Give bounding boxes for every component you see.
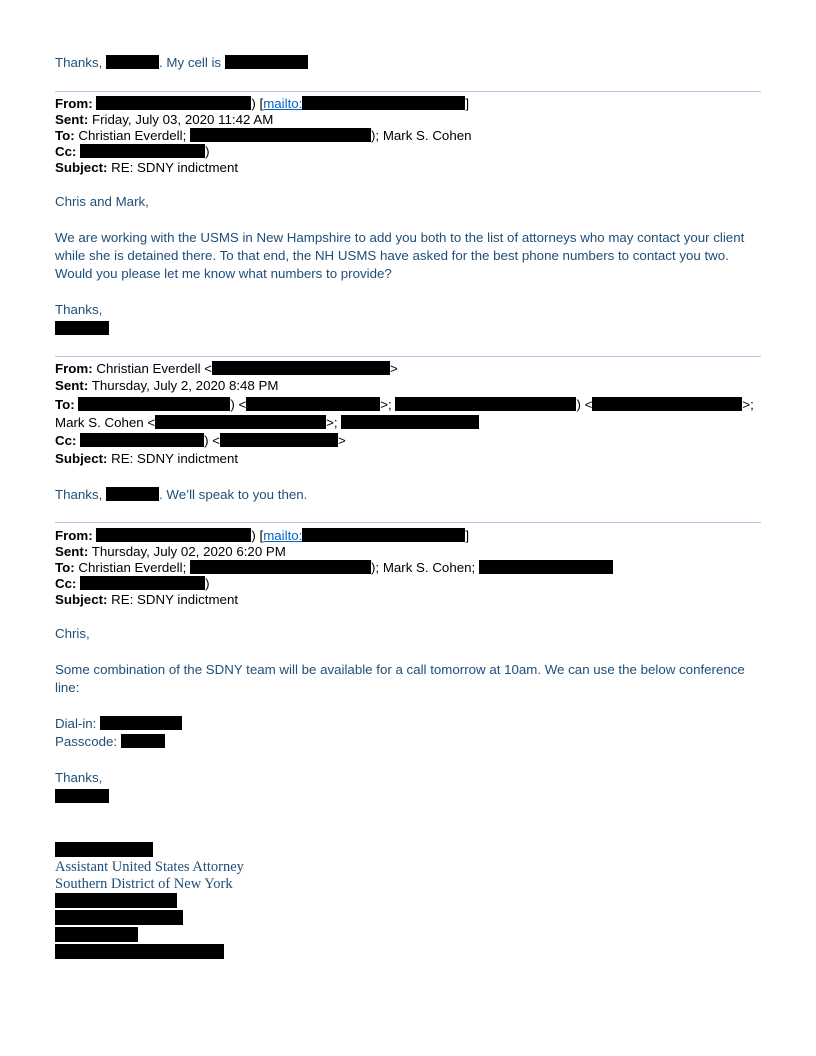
sent-label: Sent:	[55, 544, 89, 559]
redaction	[106, 55, 159, 69]
from-label: From:	[55, 96, 93, 111]
redaction	[55, 927, 138, 942]
from-label: From:	[55, 361, 93, 376]
cc-value: )	[205, 144, 210, 159]
email3-to	[55, 560, 613, 576]
body-text: . We’ll speak to you then.	[159, 487, 308, 502]
redaction	[302, 528, 465, 542]
to-value: Mark S. Cohen <	[55, 415, 156, 430]
redaction	[96, 528, 251, 542]
to-value: Christian Everdell;	[78, 128, 187, 143]
redaction	[106, 487, 159, 501]
to-value: ); Mark S. Cohen;	[371, 560, 476, 575]
sent-value: Thursday, July 02, 2020 6:20 PM	[91, 544, 286, 559]
subject-value: RE: SDNY indictment	[111, 160, 239, 175]
signature-title: Assistant United States Attorney	[55, 859, 244, 875]
passcode-label: Passcode:	[55, 734, 118, 749]
redaction	[246, 397, 380, 411]
divider	[55, 522, 761, 523]
from-paren: ) [	[251, 528, 264, 543]
email2-from	[55, 361, 398, 377]
redaction	[55, 321, 109, 335]
from-paren: ) [	[251, 96, 264, 111]
to-value: ); Mark S. Cohen	[371, 128, 472, 143]
email1-signoff: Thanks,	[55, 302, 103, 317]
redaction	[155, 415, 326, 429]
divider	[55, 356, 761, 357]
email1-subject	[55, 160, 238, 176]
to-value: ) <	[230, 397, 247, 412]
cc-label: Cc:	[55, 576, 77, 591]
redaction	[212, 361, 390, 375]
redaction	[96, 96, 251, 110]
from-value: >	[390, 361, 398, 376]
email2-sent	[55, 378, 278, 394]
to-value: Christian Everdell;	[78, 560, 187, 575]
email2-to	[55, 397, 754, 413]
subject-value: RE: SDNY indictment	[111, 592, 239, 607]
redaction	[121, 734, 165, 748]
email3-greeting: Chris,	[55, 626, 90, 641]
email2-body	[55, 487, 307, 503]
email3-body-line: line:	[55, 680, 80, 695]
email3-subject	[55, 592, 238, 608]
redaction	[78, 397, 230, 411]
redaction	[302, 96, 465, 110]
to-label: To:	[55, 128, 75, 143]
email1-sent	[55, 112, 273, 128]
cc-label: Cc:	[55, 433, 77, 448]
email2-cc	[55, 433, 346, 449]
sent-value: Friday, July 03, 2020 11:42 AM	[91, 112, 274, 127]
redaction	[80, 576, 205, 590]
cc-label: Cc:	[55, 144, 77, 159]
redaction	[55, 944, 224, 959]
reply-top	[55, 55, 308, 71]
email3-body-line: Some combination of the SDNY team will be available for a call tomorrow at 10am. We can use the below conference	[55, 662, 745, 677]
subject-label: Subject:	[55, 451, 108, 466]
email3-from	[55, 528, 469, 544]
dialin-line	[55, 716, 182, 732]
redaction	[479, 560, 613, 574]
redaction	[592, 397, 742, 411]
cell-text: . My cell is	[159, 55, 222, 70]
redaction	[55, 842, 153, 857]
email1-cc	[55, 144, 210, 160]
email3-signoff: Thanks,	[55, 770, 103, 785]
email1-greeting: Chris and Mark,	[55, 194, 149, 209]
redaction	[190, 128, 371, 142]
sent-value: Thursday, July 2, 2020 8:48 PM	[91, 378, 279, 393]
redaction	[220, 433, 338, 447]
mailto-link[interactable]: mailto:	[263, 96, 303, 111]
redaction	[190, 560, 371, 574]
subject-value: RE: SDNY indictment	[111, 451, 239, 466]
subject-label: Subject:	[55, 160, 108, 175]
sent-label: Sent:	[55, 378, 89, 393]
divider	[55, 91, 761, 92]
redaction	[55, 910, 183, 925]
redaction	[395, 397, 576, 411]
email3-sent	[55, 544, 286, 560]
from-label: From:	[55, 528, 93, 543]
email1-from	[55, 96, 469, 112]
dialin-label: Dial-in:	[55, 716, 97, 731]
email3-cc	[55, 576, 210, 592]
bracket: ]	[465, 96, 470, 111]
cc-value: ) <	[204, 433, 221, 448]
mailto-link[interactable]: mailto:	[263, 528, 303, 543]
redaction	[225, 55, 308, 69]
email1-body-line: Would you please let me know what numbers to provide?	[55, 266, 392, 281]
redaction	[80, 433, 204, 447]
email1-body-line: while she is detained there. To that end, the NH USMS have asked for the best phone numbers to contact you two.	[55, 248, 729, 263]
to-value: >;	[326, 415, 338, 430]
signature-office: Southern District of New York	[55, 876, 233, 892]
redaction	[80, 144, 205, 158]
redaction	[341, 415, 479, 429]
to-label: To:	[55, 560, 75, 575]
passcode-line	[55, 734, 165, 750]
cc-value: >	[338, 433, 346, 448]
email1-to	[55, 128, 472, 144]
cc-value: )	[205, 576, 210, 591]
to-label: To:	[55, 397, 75, 412]
bracket: ]	[465, 528, 470, 543]
email1-body-line: We are working with the USMS in New Hampshire to add you both to the list of attorneys who may contact your client	[55, 230, 745, 245]
redaction	[55, 893, 177, 908]
thanks-text: Thanks,	[55, 487, 103, 502]
from-value: Christian Everdell <	[96, 361, 213, 376]
to-value: >;	[380, 397, 392, 412]
email2-to-line2	[55, 415, 479, 431]
sent-label: Sent:	[55, 112, 89, 127]
email2-subject	[55, 451, 238, 467]
to-value: ) <	[576, 397, 593, 412]
redaction	[55, 789, 109, 803]
thanks-text: Thanks,	[55, 55, 103, 70]
subject-label: Subject:	[55, 592, 108, 607]
to-value: >;	[742, 397, 754, 412]
redaction	[100, 716, 182, 730]
